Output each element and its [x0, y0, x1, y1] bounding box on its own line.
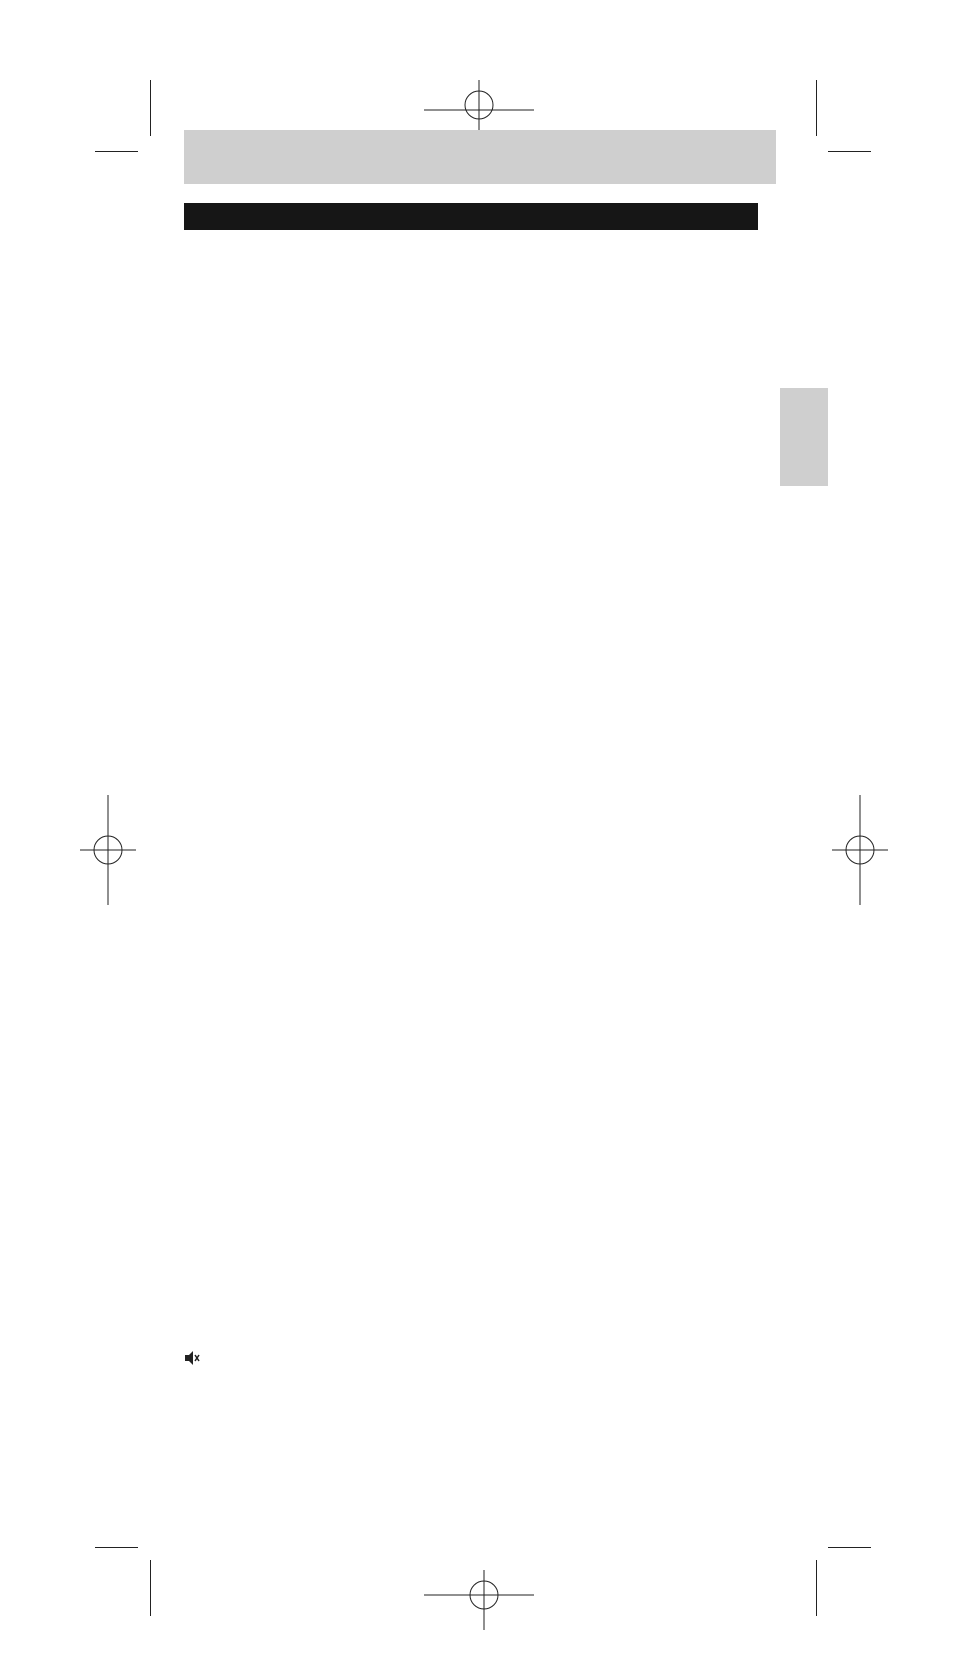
crop-mark	[150, 80, 151, 136]
hinweis-line-1	[184, 1348, 200, 1371]
section-title	[184, 204, 197, 228]
mute-icon	[184, 1351, 200, 1365]
registration-mark-bottom	[424, 1570, 534, 1630]
section-title-bar	[184, 203, 758, 230]
registration-mark-left	[80, 795, 136, 905]
crop-mark	[150, 1560, 151, 1616]
registration-mark-right	[832, 795, 888, 905]
crop-mark	[95, 1547, 138, 1548]
crop-mark	[828, 1547, 871, 1548]
crop-mark	[828, 151, 871, 152]
header-band	[184, 130, 776, 184]
crop-mark	[816, 80, 817, 136]
language-tab	[780, 388, 828, 486]
crop-mark	[95, 151, 138, 152]
crop-mark	[816, 1560, 817, 1616]
registration-mark-top	[424, 80, 534, 130]
